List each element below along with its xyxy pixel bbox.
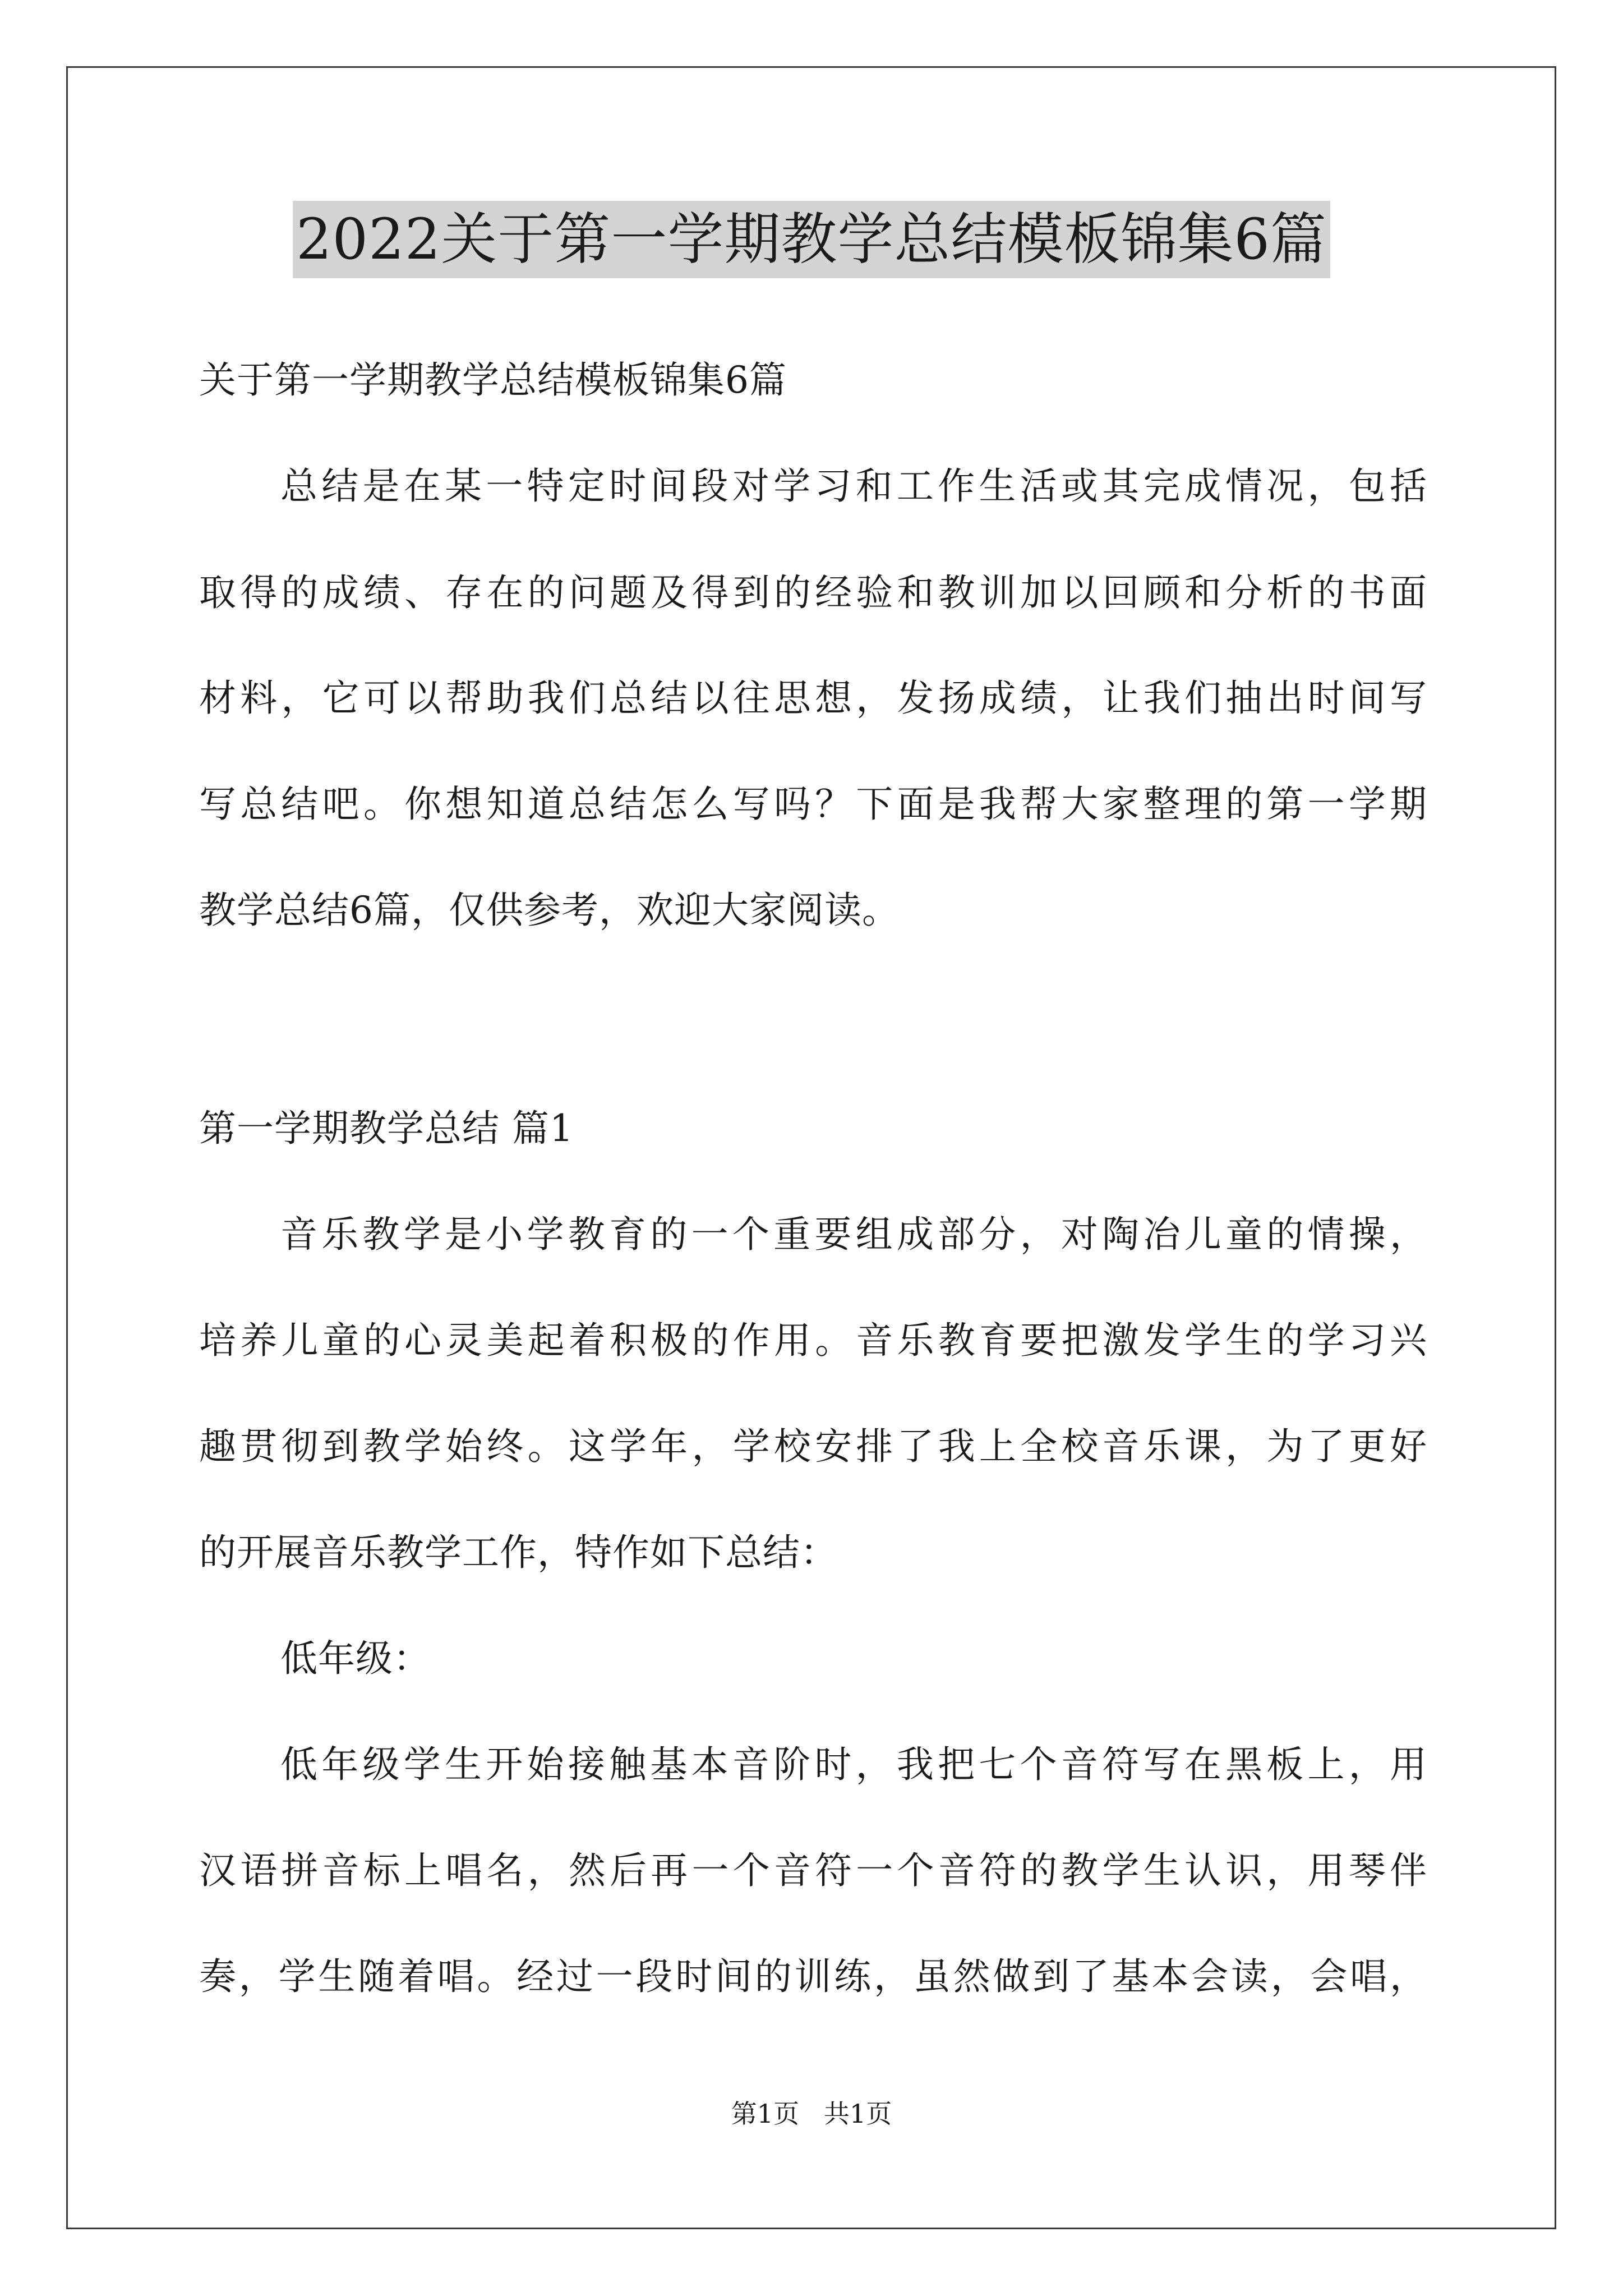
- intro-line: 总结是在某一特定时间段对学习和工作生活或其完成情况，包括: [280, 464, 1427, 508]
- intro-line: 写总结吧。你想知道总结怎么写吗？下面是我帮大家整理的第一学期: [199, 783, 1427, 826]
- section-line: 培养儿童的心灵美起着积极的作用。音乐教育要把激发学生的学习兴: [199, 1319, 1427, 1362]
- intro-line: 教学总结6篇，仅供参考，欢迎大家阅读。: [199, 889, 900, 932]
- grade-label: 低年级：: [280, 1637, 431, 1680]
- intro-line: 材料，它可以帮助我们总结以往思想，发扬成绩，让我们抽出时间写: [199, 677, 1427, 720]
- document-title: 2022关于第一学期教学总结模板锦集6篇: [293, 201, 1330, 278]
- subtitle: 关于第一学期教学总结模板锦集6篇: [199, 358, 787, 402]
- intro-line: 取得的成绩、存在的问题及得到的经验和教训加以回顾和分析的书面: [199, 571, 1427, 614]
- grade-line: 低年级学生开始接触基本音阶时，我把七个音符写在黑板上，用: [280, 1743, 1427, 1786]
- title-container: [0, 201, 1623, 278]
- grade-line: 奏，学生随着唱。经过一段时间的训练，虽然做到了基本会读，会唱，: [199, 1955, 1427, 1998]
- section-line: 趣贯彻到教学始终。这学年，学校安排了我上全校音乐课，为了更好: [199, 1425, 1427, 1468]
- section-line: 音乐教学是小学教育的一个重要组成部分，对陶冶儿童的情操，: [280, 1213, 1427, 1256]
- section-line: 的开展音乐教学工作，特作如下总结：: [199, 1531, 838, 1574]
- page-footer: 第1页 共1页: [731, 2099, 892, 2129]
- grade-line: 汉语拼音标上唱名，然后再一个音符一个音符的教学生认识，用琴伴: [199, 1849, 1427, 1892]
- section-heading: 第一学期教学总结 篇1: [199, 1107, 574, 1150]
